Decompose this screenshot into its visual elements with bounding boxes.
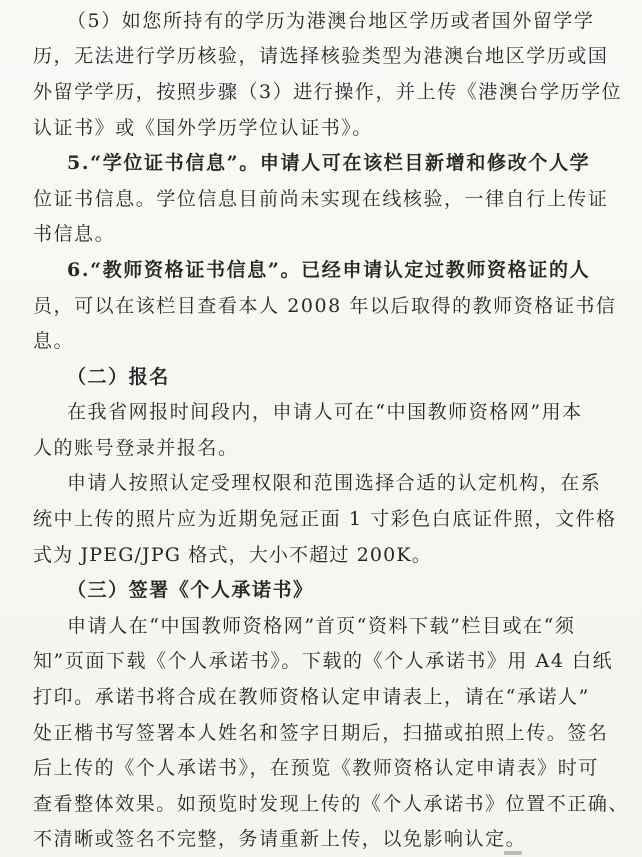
paragraph-line: 式为 JPEG/JPG 格式，大小不超过 200K。 (33, 544, 432, 566)
paragraph-line: 息。 (33, 330, 75, 352)
paragraph-line: 申请人在“中国教师资格网”首页“资料下载”栏目或在“须 (67, 615, 576, 637)
paragraph-line: 打印。承诺书将合成在教师资格认定申请表上，请在“承诺人” (33, 686, 590, 708)
paragraph-line: 统中上传的照片应为近期免冠正面 1 寸彩色白底证件照，文件格 (33, 508, 617, 530)
paragraph-line: 员，可以在该栏目查看本人 2008 年以后取得的教师资格证书信 (33, 295, 617, 317)
degree-certificate-heading-line: 5.“学位证书信息”。申请人可在该栏目新增和修改个人学 (67, 152, 591, 174)
paragraph-line: 人的账号登录并报名。 (33, 437, 239, 459)
paragraph-line: 查看整体效果。如预览时发现上传的《个人承诺书》位置不正确、 (33, 793, 629, 815)
paragraph-line: 处正楷书写签署本人姓名和签字日期后，扫描或拍照上传。签名 (33, 722, 609, 744)
paragraph-line: 不清晰或签名不完整，务请重新上传，以免影响认定。 (33, 828, 527, 850)
teacher-certificate-heading-line: 6.“教师资格证书信息”。已经申请认定过教师资格证的人 (67, 259, 591, 281)
paragraph-line: 认证书》或《国外学历学位认证书》。 (33, 117, 373, 139)
paragraph-line: 外留学学历，按照步骤（3）进行操作，并上传《港澳台学历学位 (33, 81, 623, 103)
paragraph-line: 申请人按照认定受理权限和范围选择合适的认定机构，在系 (67, 472, 602, 494)
paragraph-line: 历，无法进行学历核验，请选择核验类型为港澳台地区学历或国 (33, 45, 609, 67)
paragraph-line: 后上传的《个人承诺书》，在预览《教师资格认定申请表》时可 (33, 757, 599, 779)
paragraph-line: 书信息。 (33, 223, 116, 245)
paragraph-line: （5）如您所持有的学历为港澳台地区学历或者国外留学学 (67, 10, 595, 32)
scan-mark (504, 851, 522, 855)
paragraph-line: 知”页面下载《个人承诺书》。下载的《个人承诺书》用 A4 白纸 (33, 650, 614, 672)
section-heading-commitment: （三）签署《个人承诺书》 (67, 579, 314, 601)
paragraph-line: 位证书信息。学位信息目前尚未实现在线核验，一律自行上传证 (33, 188, 609, 210)
section-heading-registration: （二）报名 (67, 366, 170, 388)
paragraph-line: 在我省网报时间段内，申请人可在“中国教师资格网”用本 (67, 401, 583, 423)
